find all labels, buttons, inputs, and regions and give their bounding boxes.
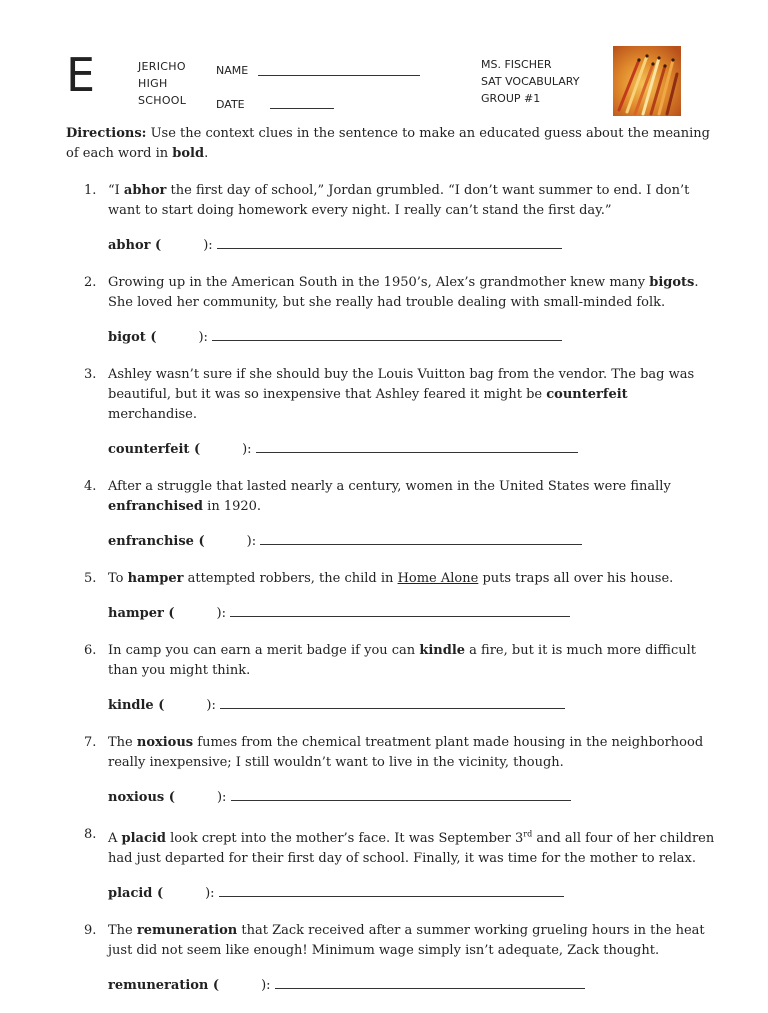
item-text: “I abhor the first day of school,” Jordan grumbled. “I don’t want summer to end. I don’t want to start doing homework every night. I really can’t stand the first day.” xyxy=(108,183,690,218)
answer-row: abhor ( xyxy=(108,238,162,253)
answer-blank[interactable] xyxy=(260,532,582,545)
vocab-word: bigots xyxy=(649,275,695,290)
answer-word: remuneration xyxy=(108,978,209,994)
answer-row: kindle ( xyxy=(108,698,165,713)
teacher-name: MS. FISCHER xyxy=(481,58,552,71)
date-label: DATE xyxy=(216,98,245,111)
answer-blank[interactable] xyxy=(231,788,571,801)
answer-row: enfranchise ( xyxy=(108,534,205,549)
item-number: 7. xyxy=(84,735,97,750)
answer-word: placid xyxy=(108,886,153,902)
answer-word: kindle xyxy=(108,698,154,713)
item-number: 3. xyxy=(84,367,97,382)
directions xyxy=(66,124,716,164)
answer-word: counterfeit xyxy=(108,442,190,457)
item-text: Growing up in the American South in the 1950’s, Alex’s grandmother knew many bigots. She loved her community, but she really had trouble dealing with small-minded folk. xyxy=(108,275,699,310)
colored-pencils-image xyxy=(613,46,681,116)
list-item: 1. “I abhor the first day of school,” Jordan grumbled. “I don’t want summer to end. I don’t want to start doing homework every night. I really can’t stand the first day.” abhor ( ): xyxy=(66,181,716,256)
directions-label: Directions: xyxy=(66,126,147,141)
list-item: 3. Ashley wasn’t sure if she should buy the Louis Vuitton bag from the vendor. The bag was beautiful, but it was so inexpensive that Ashley feared it might be counterfeit merchandise. counterfeit ( ): xyxy=(66,365,716,460)
directions-period: . xyxy=(204,146,209,161)
answer-word: noxious xyxy=(108,790,165,805)
item-text: The noxious fumes from the chemical treatment plant made housing in the neighborhood really inexpensive; I still wouldn’t want to live in the vicinity, though. xyxy=(108,735,704,770)
item-number: 4. xyxy=(84,479,97,494)
item-text: After a struggle that lasted nearly a century, women in the United States were finally enfranchised in 1920. xyxy=(108,479,671,514)
answer-row: remuneration ( xyxy=(108,978,220,994)
list-item: 4. After a struggle that lasted nearly a century, women in the United States were finally enfranchised in 1920. enfranchise ( ): xyxy=(66,477,716,552)
directions-text: Use the context clues in the sentence to make an educated guess about the meaning of each word in xyxy=(66,126,710,161)
school-name-line: JERICHO xyxy=(138,60,186,73)
item-number: 5. xyxy=(84,571,97,586)
list-item: 5. To hamper attempted robbers, the child in Home Alone puts traps all over his house. hamper ( ): xyxy=(66,569,716,624)
answer-word: abhor xyxy=(108,238,151,253)
course-name: SAT VOCABULARY xyxy=(481,75,580,88)
vocab-word: noxious xyxy=(136,735,194,750)
list-item: 9. The remuneration that Zack received after a summer working grueling hours in the heat just did not seem like enough! Minimum wage simply isn’t adequate, Zack thought. remuneration ( ): xyxy=(66,921,716,996)
list-item: 8. A placid look crept into the mother’s face. It was September 3rd and all four of her children had just departed for their first day of school. Finally, it was time for the mother to relax. placid ( ): xyxy=(66,825,716,904)
answer-word: bigot xyxy=(108,330,146,345)
name-label: NAME xyxy=(216,64,249,77)
answer-blank[interactable] xyxy=(230,604,570,617)
item-number: 1. xyxy=(84,183,97,198)
school-name-line: HIGH xyxy=(138,77,168,90)
teacher-info xyxy=(481,56,579,107)
answer-row: hamper ( xyxy=(108,606,175,621)
school-name xyxy=(138,58,186,109)
school-logo-letter: E xyxy=(66,48,96,102)
name-blank[interactable] xyxy=(258,75,420,76)
answer-blank[interactable] xyxy=(256,440,578,453)
school-name-line: SCHOOL xyxy=(138,94,187,107)
answer-blank[interactable] xyxy=(217,236,562,249)
group-label: GROUP #1 xyxy=(481,92,541,105)
item-number: 8. xyxy=(84,827,97,842)
answer-blank[interactable] xyxy=(220,696,565,709)
list-item: 6. In camp you can earn a merit badge if you can kindle a fire, but it is much more difficult than you might think. kindle ( ): xyxy=(66,641,716,716)
vocab-word: placid xyxy=(121,831,166,847)
item-number: 2. xyxy=(84,275,97,290)
answer-row: placid ( xyxy=(108,886,164,902)
item-number: 9. xyxy=(84,923,97,939)
movie-title: Home Alone xyxy=(397,571,479,586)
item-text: The remuneration that Zack received after a summer working grueling hours in the heat just did not seem like enough! Minimum wage simply isn’t adequate, Zack thought. xyxy=(108,923,705,959)
answer-word: hamper xyxy=(108,606,164,621)
item-text: Ashley wasn’t sure if she should buy the Louis Vuitton bag from the vendor. The bag was beautiful, but it was so inexpensive that Ashley feared it might be counterfeit merchandise. xyxy=(108,367,695,422)
item-text: In camp you can earn a merit badge if you can kindle a fire, but it is much more difficult than you might think. xyxy=(108,643,697,678)
answer-row: bigot ( xyxy=(108,330,157,345)
directions-bold-word: bold xyxy=(172,146,205,161)
answer-blank[interactable] xyxy=(219,884,564,897)
vocab-word: enfranchised xyxy=(108,499,204,514)
date-blank[interactable] xyxy=(270,108,334,109)
vocab-word: counterfeit xyxy=(546,387,628,402)
answer-row: noxious ( xyxy=(108,790,175,805)
vocab-word: hamper xyxy=(127,571,184,586)
item-text: A placid look crept into the mother’s face. It was September 3rd and all four of her children had just departed for their first day of school. Finally, it was time for the mother to relax. xyxy=(108,830,715,867)
item-text: To hamper attempted robbers, the child in Home Alone puts traps all over his house. xyxy=(108,571,674,586)
answer-blank[interactable] xyxy=(275,976,585,989)
item-number: 6. xyxy=(84,643,97,658)
vocab-word: remuneration xyxy=(136,923,238,939)
vocab-word: abhor xyxy=(123,183,167,198)
answer-blank[interactable] xyxy=(212,328,562,341)
vocabulary-list xyxy=(66,181,716,1013)
list-item: 7. The noxious fumes from the chemical treatment plant made housing in the neighborhood really inexpensive; I still wouldn’t want to live in the vicinity, though. noxious ( ): xyxy=(66,733,716,808)
answer-word: enfranchise xyxy=(108,534,194,549)
list-item: 2. Growing up in the American South in the 1950’s, Alex’s grandmother knew many bigots. She loved her community, but she really had trouble dealing with small-minded folk. bigot ( ): xyxy=(66,273,716,348)
vocab-word: kindle xyxy=(419,643,466,658)
answer-row: counterfeit ( xyxy=(108,442,201,457)
